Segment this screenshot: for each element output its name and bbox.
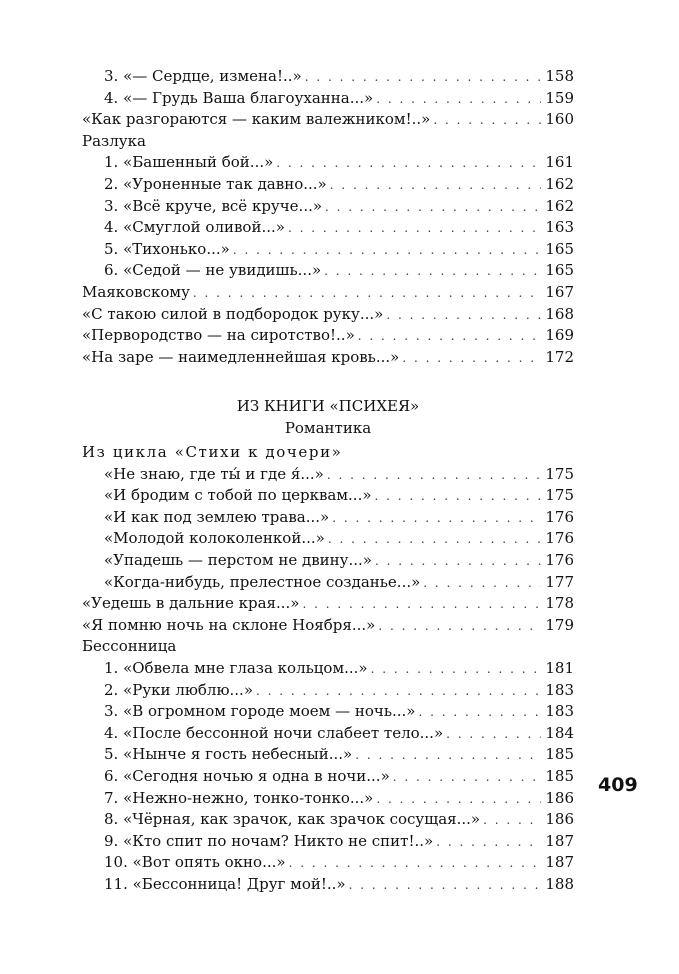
toc-entry [82, 507, 574, 529]
entry-title: 4. «После бессонной ночи слабеет тело...» [104, 723, 444, 742]
entry-page: 168 [545, 304, 574, 323]
toc-entry [82, 260, 574, 282]
entry-title: 5. «Нынче я гость небесный...» [104, 745, 353, 764]
dot-leader [375, 551, 541, 573]
entry-page: 172 [545, 347, 574, 366]
dot-leader [289, 853, 542, 875]
dot-leader [436, 832, 541, 854]
entry-page: 185 [545, 766, 574, 785]
toc-entry [82, 217, 574, 239]
entry-title: «На заре — наимедленнейшая кровь...» [82, 347, 400, 366]
dot-leader [332, 508, 541, 530]
entry-title: «Когда-нибудь, прелестное созданье...» [104, 572, 421, 591]
dot-leader [446, 724, 541, 746]
entry-title: 9. «Кто спит по ночам? Никто не спит!..» [104, 831, 434, 850]
dot-leader [324, 261, 541, 283]
entry-page: 169 [545, 326, 574, 345]
dot-leader [305, 67, 542, 89]
page-number: 409 [598, 774, 638, 796]
toc-entry [82, 347, 574, 369]
entry-title: 1. «Обвела мне глаза кольцом...» [104, 658, 368, 677]
dot-leader [349, 875, 542, 897]
entry-page: 158 [545, 67, 574, 85]
toc-block-lower [82, 442, 574, 895]
dot-leader [327, 465, 542, 487]
entry-page: 159 [545, 88, 574, 107]
entry-title: «Как разгораются — каким валежником!..» [82, 110, 431, 129]
entry-page: 184 [545, 723, 574, 742]
entry-title: 7. «Нежно-нежно, тонко-тонко...» [104, 788, 374, 807]
dot-leader [328, 529, 542, 551]
entry-page: 162 [545, 196, 574, 215]
toc-entry [82, 788, 574, 810]
entry-page: 176 [545, 507, 574, 526]
entry-title: 3. «Всё круче, всё круче...» [104, 196, 323, 215]
dot-leader [393, 767, 542, 789]
dot-leader [355, 745, 541, 767]
toc-entry [82, 66, 574, 88]
dot-leader [276, 153, 541, 175]
dot-leader [233, 240, 542, 262]
toc-entry [82, 658, 574, 680]
toc-block-upper [82, 66, 574, 368]
entry-page: 187 [545, 831, 574, 850]
entry-title: 2. «Уроненные так давно...» [104, 174, 327, 193]
entry-title: «Уедешь в дальние края...» [82, 594, 300, 613]
dot-leader [325, 197, 541, 219]
toc-entry [82, 152, 574, 174]
dot-leader [378, 616, 541, 638]
toc-entry [82, 809, 574, 831]
entry-page: 187 [545, 853, 574, 872]
toc-entry [82, 766, 574, 788]
dot-leader [423, 573, 541, 595]
entry-title: 3. «— Сердце, измена!..» [104, 67, 302, 85]
toc-entry [82, 874, 574, 896]
dot-leader [358, 326, 542, 348]
dot-leader [402, 348, 541, 370]
entry-page: 188 [545, 874, 574, 893]
entry-page: 183 [545, 680, 574, 699]
entry-title: 4. «Смуглой оливой...» [104, 218, 285, 237]
entry-title: Бессонница [82, 637, 177, 656]
dot-leader [433, 110, 541, 132]
entry-page: 161 [545, 153, 574, 172]
toc-entry [82, 744, 574, 766]
dot-leader [483, 810, 541, 832]
entry-page: 186 [545, 810, 574, 829]
entry-title: 2. «Руки люблю...» [104, 680, 254, 699]
entry-page: 175 [545, 486, 574, 505]
toc-entry [82, 615, 574, 637]
entry-page: 165 [545, 239, 574, 258]
entry-title: 6. «Сегодня ночью я одна в ночи...» [104, 766, 390, 785]
entry-title: 8. «Чёрная, как зрачок, как зрачок сосущая...» [104, 810, 481, 829]
entry-title: Из цикла «Стихи к дочери» [82, 443, 343, 461]
toc-heading [82, 636, 574, 658]
toc-entry [82, 528, 574, 550]
toc-entry [82, 831, 574, 853]
toc-entry [82, 174, 574, 196]
toc-entry [82, 325, 574, 347]
toc-entry [82, 239, 574, 261]
entry-page: 177 [545, 572, 574, 591]
entry-page: 183 [545, 702, 574, 721]
entry-title: «Я помню ночь на склоне Ноября...» [82, 615, 376, 634]
entry-page: 167 [545, 282, 574, 301]
entry-title: 11. «Бессонница! Друг мой!..» [104, 874, 346, 893]
toc-entry [82, 282, 574, 304]
dot-leader [288, 218, 541, 240]
entry-page: 175 [545, 464, 574, 483]
section-title: ИЗ КНИГИ «ПСИХЕЯ» [236, 397, 420, 415]
entry-page: 176 [545, 550, 574, 569]
toc-heading [82, 131, 574, 153]
toc-entry [82, 701, 574, 723]
entry-title: «Первородство — на сиротство!..» [82, 326, 355, 345]
toc-entry [82, 88, 574, 110]
dot-leader [386, 305, 541, 327]
entry-page: 178 [545, 594, 574, 613]
toc-entry [82, 572, 574, 594]
entry-title: «С такою силой в подбородок руку...» [82, 304, 384, 323]
toc-entry [82, 304, 574, 326]
dot-leader [376, 89, 541, 111]
entry-title: 5. «Тихонько...» [104, 239, 230, 258]
toc-entry [82, 723, 574, 745]
entry-page: 179 [545, 615, 574, 634]
entry-title: Разлука [82, 131, 146, 150]
entry-page: 163 [545, 218, 574, 237]
toc-entry [82, 680, 574, 702]
entry-title: Маяковскому [82, 282, 190, 301]
entry-title: «Молодой колоколенкой...» [104, 529, 325, 548]
dot-leader [375, 486, 542, 508]
entry-title: 6. «Седой — не увидишь...» [104, 261, 322, 280]
entry-page: 185 [545, 745, 574, 764]
dot-leader [418, 702, 541, 724]
entry-title: 10. «Вот опять окно...» [104, 853, 286, 872]
toc-entry [82, 485, 574, 507]
dot-leader [371, 659, 542, 681]
toc-entry [82, 593, 574, 615]
section-subtitle: Романтика [284, 419, 372, 437]
entry-title: 1. «Башенный бой...» [104, 153, 274, 172]
entry-title: «И бродим с тобой по церквам...» [104, 486, 372, 505]
entry-page: 176 [545, 529, 574, 548]
dot-leader [193, 283, 541, 305]
toc-entry [82, 550, 574, 572]
entry-title: 3. «В огромном городе моем — ночь...» [104, 702, 416, 721]
entry-title: «И как под землею трава...» [104, 507, 330, 526]
dot-leader [256, 681, 541, 703]
dot-leader [302, 594, 541, 616]
entry-page: 165 [545, 261, 574, 280]
entry-title: 4. «— Грудь Ваша благоуханна...» [104, 88, 374, 107]
toc-entry [82, 196, 574, 218]
toc-entry [82, 464, 574, 486]
toc-heading [82, 442, 574, 464]
toc-entry [82, 852, 574, 874]
dot-leader [330, 175, 542, 197]
entry-title: «Не знаю, где ты́ и где я́...» [104, 464, 324, 483]
entry-page: 181 [545, 658, 574, 677]
entry-page: 162 [545, 174, 574, 193]
dot-leader [376, 789, 541, 811]
entry-title: «Упадешь — перстом не двину...» [104, 550, 372, 569]
entry-page: 186 [545, 788, 574, 807]
entry-page: 160 [545, 110, 574, 129]
toc-entry [82, 109, 574, 131]
